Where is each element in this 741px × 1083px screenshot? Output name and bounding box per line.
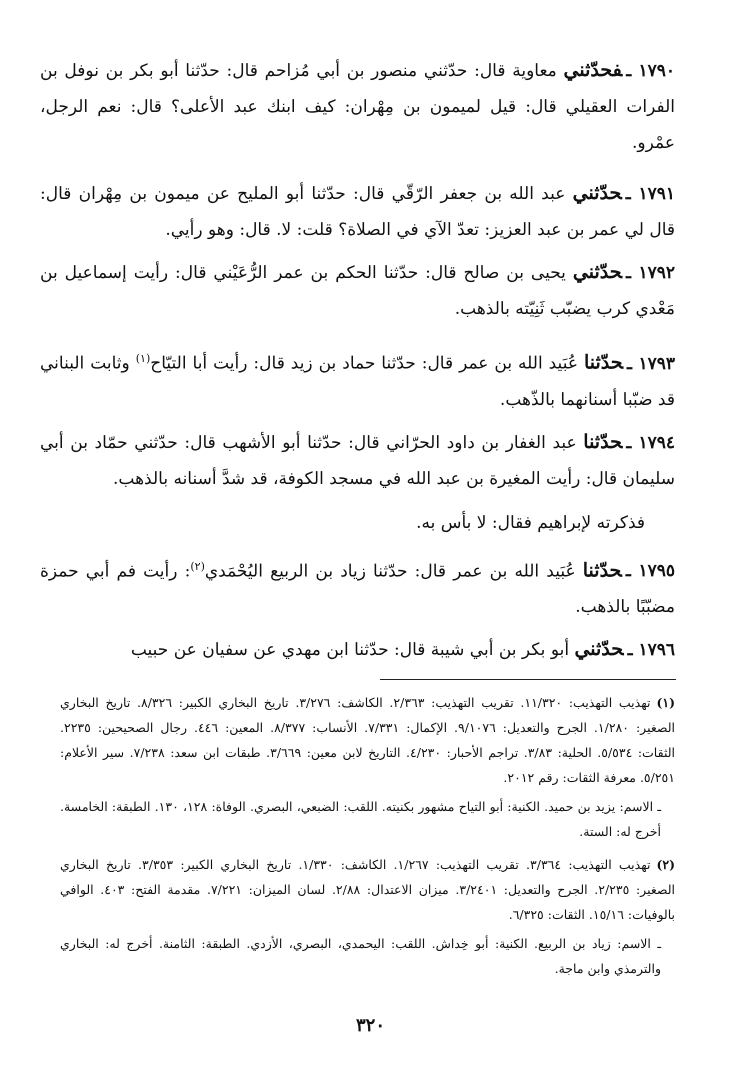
entry-text: معاوية قال: حدّثني منصور بن أبي مُزاحم قال: حدّثنا أبو بكر بن نوفل بن الفرات العقيلي قال: قيل لميمون بن مِهْران: كيف ابنك عبد الأعلى؟ قال: نعم الرجل، عمْرو.	[40, 61, 675, 153]
entry-note: فذكرته لإبراهيم فقال: لا بأس به.	[416, 512, 645, 533]
entry-text: عُبَيد الله بن عمر قال: حدّثنا حماد بن زيد قال: رأيت أبا التيّاح	[150, 353, 584, 374]
entry-text: يحيى بن صالح قال: حدّثنا الحكم بن عمر الرُّعَيْني قال: رأيت إسماعيل بن مَعْدي كرب يضبّب ثَنِيّته بالذهب.	[40, 263, 675, 319]
hadith-entry-1796	[40, 631, 675, 668]
footnotes	[60, 690, 675, 989]
hadith-entry-1791	[40, 175, 675, 248]
entry-keyword: حدّثني	[572, 182, 622, 204]
entry-keyword: حدّثنا	[582, 559, 622, 582]
entry-number: ١٧٩٤ ـ	[626, 432, 676, 453]
entry-keyword: حدّثني	[572, 261, 622, 283]
entry-text: عبد الله بن جعفر الرّقّي قال: حدّثنا أبو المليح عن ميمون بن مِهْران قال: قال لي عمر بن عبد العزيز: تعدّ الآي في الصلاة؟ قلت: لا. قال: وهو رأيي.	[40, 184, 675, 240]
footnote-divider	[380, 679, 676, 680]
entry-text: عبد الغفار بن داود الحرّاني قال: حدّثنا أبو الأشهب قال: حدّثني حمّاد بن أبي سليمان قال: رأيت المغيرة بن عبد الله في مسجد الكوفة، قد شدَّ أسنانه بالذهب.	[40, 432, 675, 489]
entry-number: ١٧٩٣ ـ	[627, 353, 675, 374]
entry-text-continued: : رأيت فم أبي حمزة مضبّبًا بالذهب.	[40, 561, 675, 618]
entry-text: أبو بكر بن أبي شيبة قال: حدّثنا ابن مهدي عن سفيان عن حبيب	[130, 640, 575, 661]
entry-text-continued: وثابت البناني قد ضبّبا أسنانهما بالذّهب.	[40, 353, 675, 410]
hadith-entry-1794	[40, 424, 675, 497]
entry-keyword: فحدّثني	[563, 59, 623, 81]
footnote-number: (١)	[656, 695, 676, 710]
entry-number: ١٧٩٠ ـ	[626, 61, 676, 81]
footnote-1	[60, 690, 675, 790]
footnote-2	[60, 852, 675, 927]
entry-text: عُبَيد الله بن عمر قال: حدّثنا زياد بن الربيع اليُحْمَدي	[204, 561, 583, 582]
entry-keyword: حدّثنا	[583, 351, 623, 374]
footnote-2-biography: ـ الاسم: زياد بن الربيع. الكنية: أبو خِداش. اللقب: اليحمدي، البصري، الأزدي. الطبقة: الثامنة. أخرج له: البخاري والترمذي وابن ماجة.	[60, 936, 661, 976]
footnote-text: تهذيب التهذيب: ٣/٣٦٤. تقريب التهذيب: ١/٢٦٧. الكاشف: ١/٣٣٠. تاريخ البخاري الكبير: ٣/٣٥٣. تاريخ البخاري الصغير: ٢/٢٣٥. الجرح والتعديل: ٣/٢٤٠١. ميزان الاعتدال: ٢/٨٨. لسان الميزان: ٧/٢٢١. مقدمة الفتح: ٤٠٣. الوافي بالوفيات: ١٥/١٦. الثقات: ٦/٣٢٥.	[60, 857, 675, 922]
entry-number: ١٧٩٢ ـ	[626, 263, 675, 283]
hadith-entry-1795	[40, 549, 675, 626]
entry-keyword: حدّثني	[574, 638, 624, 661]
footnote-text: تهذيب التهذيب: ١١/٣٢٠. تقريب التهذيب: ٢/٣٦٣. الكاشف: ٣/٢٧٦. تاريخ البخاري الكبير: ٨/٣٢٦. تاريخ البخاري الصغير: ١/٢٨٠. الجرح والتعديل: ٩/١٠٧٦. الإكمال: ٧/٣٣١. الأنساب: ٨/٣٧٧. المعين: ٤٤٦. رجال الصحيحين: ٢٢٣٥. الثقات: ٥/٥٣٤. الحلية: ٣/٨٣. تراجم الأحبار: ٤/٢٣٠. التاريخ لابن معين: ٣/٦٦٩. طبقات ابن سعد: ٧/٢٣٨. سير الأعلام: ٥/٢٥١. معرفة الثقات: رقم ٢٠١٢.	[60, 695, 675, 785]
page-body	[40, 52, 675, 674]
entry-number: ١٧٩١ ـ	[625, 184, 675, 204]
hadith-entry-1790	[40, 52, 675, 161]
entry-number: ١٧٩٥ ـ	[625, 561, 675, 582]
page-number: ٣٢٠	[355, 1015, 385, 1036]
footnote-ref-1: (١)	[135, 352, 151, 365]
hadith-entry-1793	[40, 341, 675, 418]
footnote-1-biography: ـ الاسم: يزيد بن حميد. الكنية: أبو التياح مشهور بكنيته. اللقب: الضبعي، البصري. الوفاة: ١٢٨، ١٣٠. الطبقة: الخامسة. أخرج له: الستة.	[60, 799, 661, 839]
hadith-entry-1792	[40, 254, 675, 327]
footnote-ref-2: (٢)	[190, 559, 205, 573]
entry-number: ١٧٩٦ ـ	[627, 640, 675, 661]
footnote-number: (٢)	[656, 857, 676, 872]
entry-keyword: حدّثنا	[583, 430, 623, 453]
